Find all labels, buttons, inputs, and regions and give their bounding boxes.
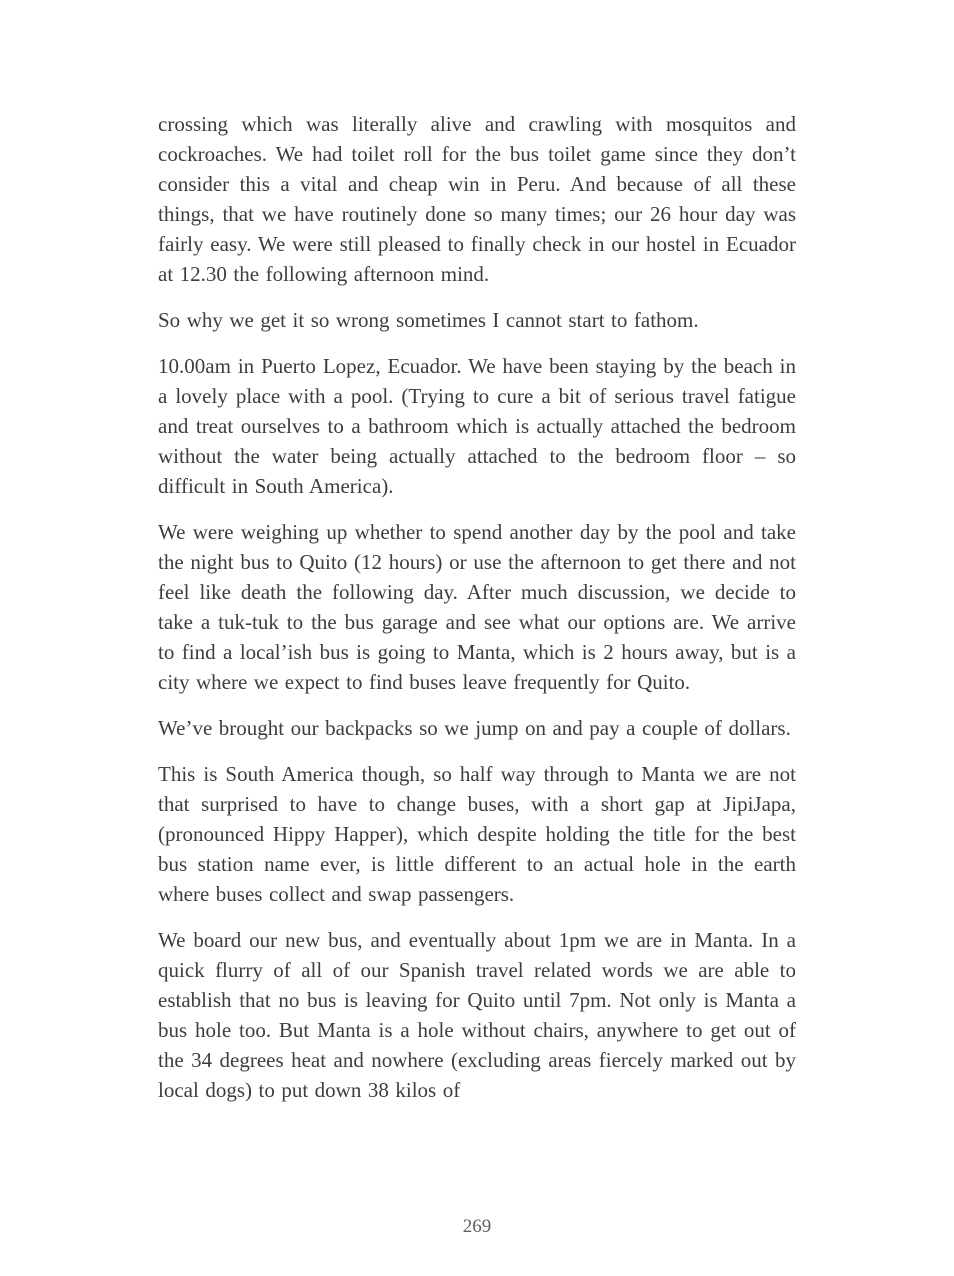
paragraph: This is South America though, so half way through to Manta we are not that surprised to have to change buses, with a short gap at JipiJapa, (pronounced Hippy Happer), which despite holding the title for the best bus station name ever, is little different to an actual hole in the earth where buses collect and swap passengers. (158, 762, 796, 906)
paragraph: We’ve brought our backpacks so we jump on and pay a couple of dollars. (158, 716, 791, 740)
paragraph: We were weighing up whether to spend another day by the pool and take the night bus to Quito (12 hours) or use the afternoon to get there and not feel like death the following day. After much discussion, we decide to take a tuk-tuk to the bus garage and see what our options are. We arrive to find a local’ish bus is going to Manta, which is 2 hours away, but is a city where we expect to find buses leave frequently for Quito. (158, 520, 796, 694)
paragraph: So why we get it so wrong sometimes I cannot start to fathom. (158, 308, 699, 332)
page-text-block (158, 109, 796, 1105)
paragraph: crossing which was literally alive and crawling with mosquitos and cockroaches. We had toilet roll for the bus toilet game since they don’t consider this a vital and cheap win in Peru. And because of all these things, that we have routinely done so many times; our 26 hour day was fairly easy. We were still pleased to finally check in our hostel in Ecuador at 12.30 the following afternoon mind. (158, 112, 796, 286)
page-number: 269 (462, 1216, 492, 1237)
paragraph: 10.00am in Puerto Lopez, Ecuador. We have been staying by the beach in a lovely place with a pool. (Trying to cure a bit of serious travel fatigue and treat ourselves to a bathroom which is actually attached the bedroom without the water being actually attached to the bedroom floor – so difficult in South America). (158, 354, 796, 498)
paragraph: We board our new bus, and eventually about 1pm we are in Manta. In a quick flurry of all of our Spanish travel related words we are able to establish that no bus is leaving for Quito until 7pm. Not only is Manta a bus hole too. But Manta is a hole without chairs, anywhere to get out of the 34 degrees heat and nowhere (excluding areas fiercely marked out by local dogs) to put down 38 kilos of (158, 928, 796, 1102)
